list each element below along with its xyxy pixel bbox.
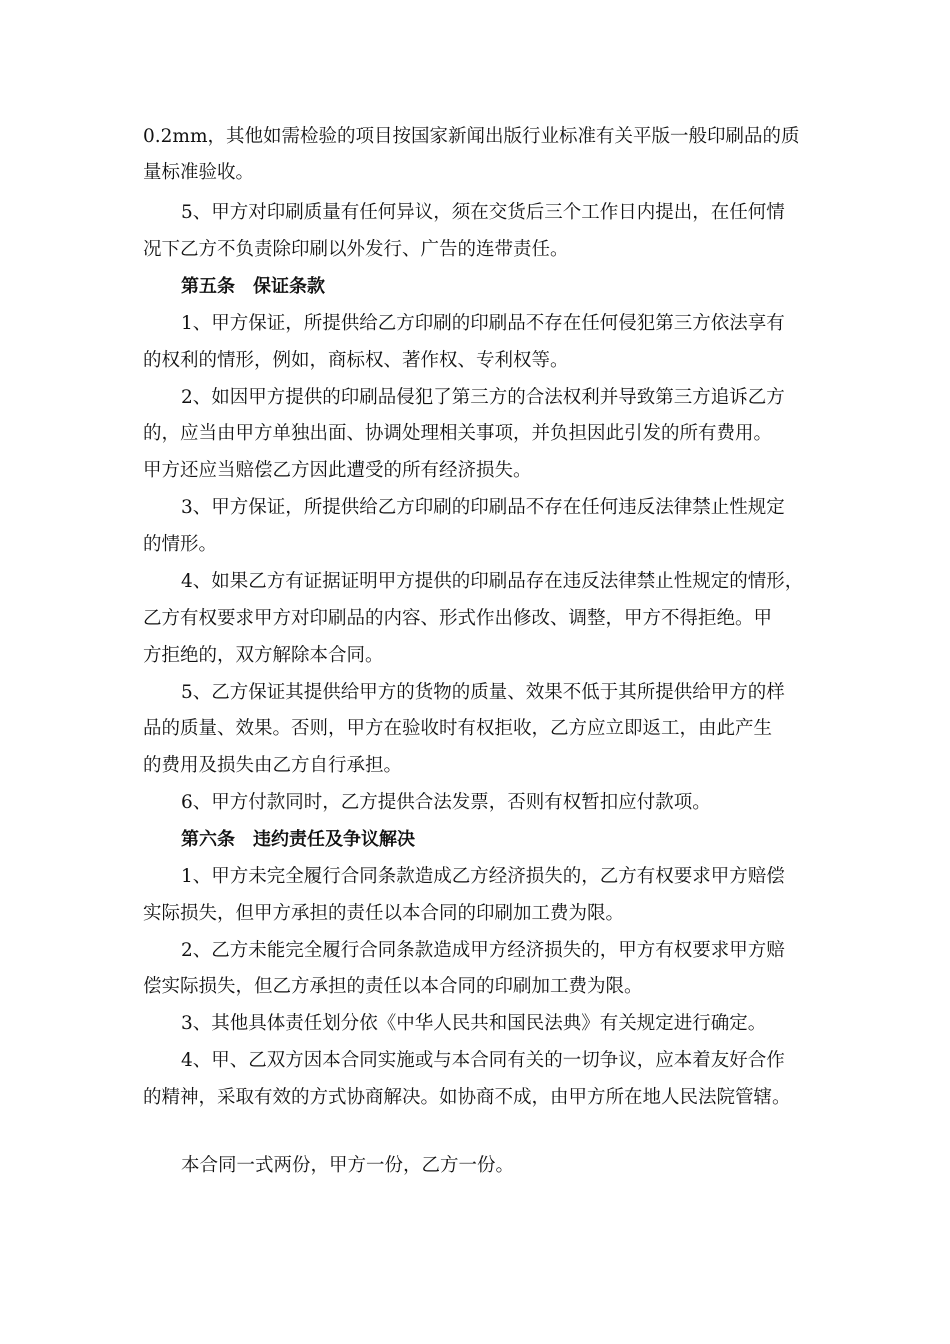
paragraph-line: 乙方有权要求甲方对印刷品的内容、形式作出修改、调整，甲方不得拒绝。甲 (143, 608, 773, 629)
paragraph-line: 1、甲方保证，所提供给乙方印刷的印刷品不存在任何侵犯第三方依法享有 (181, 313, 785, 334)
paragraph-line: 量标准验收。 (143, 162, 255, 183)
paragraph-line: 况下乙方不负责除印刷以外发行、广告的连带责任。 (143, 239, 569, 260)
paragraph-line: 的费用及损失由乙方自行承担。 (143, 755, 403, 776)
section-heading: 第五条 保证条款 (181, 276, 325, 297)
paragraph-line: 的情形。 (143, 534, 218, 555)
paragraph-line: 4、如果乙方有证据证明甲方提供的印刷品存在违反法律禁止性规定的情形， (181, 571, 804, 592)
paragraph-line: 0.2mm，其他如需检验的项目按国家新闻出版行业标准有关平版一般印刷品的质 (143, 126, 800, 147)
paragraph-line: 3、甲方保证，所提供给乙方印刷的印刷品不存在任何违反法律禁止性规定 (181, 497, 785, 518)
paragraph-line: 5、乙方保证其提供给甲方的货物的质量、效果不低于其所提供给甲方的样 (181, 682, 785, 703)
paragraph-line: 2、乙方未能完全履行合同条款造成甲方经济损失的，甲方有权要求甲方赔 (181, 940, 785, 961)
paragraph-line: 偿实际损失，但乙方承担的责任以本合同的印刷加工费为限。 (143, 976, 643, 997)
paragraph-line: 4、甲、乙双方因本合同实施或与本合同有关的一切争议，应本着友好合作 (181, 1050, 785, 1071)
closing-line: 本合同一式两份，甲方一份，乙方一份。 (181, 1155, 515, 1176)
paragraph-line: 方拒绝的，双方解除本合同。 (143, 645, 384, 666)
paragraph-line: 3、其他具体责任划分依《中华人民共和国民法典》有关规定进行确定。 (181, 1013, 767, 1034)
paragraph-line: 的，应当由甲方单独出面、协调处理相关事项，并负担因此引发的所有费用。 (143, 423, 773, 444)
paragraph-line: 实际损失，但甲方承担的责任以本合同的印刷加工费为限。 (143, 903, 625, 924)
paragraph-line: 的精神，采取有效的方式协商解决。如协商不成，由甲方所在地人民法院管辖。 (143, 1087, 791, 1108)
paragraph-line: 6、甲方付款同时，乙方提供合法发票，否则有权暂扣应付款项。 (181, 792, 711, 813)
section-heading: 第六条 违约责任及争议解决 (181, 829, 415, 850)
paragraph-line: 5、甲方对印刷质量有任何异议，须在交货后三个工作日内提出，在任何情 (181, 202, 785, 223)
paragraph-line: 品的质量、效果。否则，甲方在验收时有权拒收，乙方应立即返工，由此产生 (143, 718, 773, 739)
paragraph-line: 1、甲方未完全履行合同条款造成乙方经济损失的，乙方有权要求甲方赔偿 (181, 866, 785, 887)
paragraph-line: 甲方还应当赔偿乙方因此遭受的所有经济损失。 (143, 460, 532, 481)
paragraph-line: 的权利的情形，例如，商标权、著作权、专利权等。 (143, 350, 569, 371)
paragraph-line: 2、如因甲方提供的印刷品侵犯了第三方的合法权利并导致第三方追诉乙方 (181, 387, 785, 408)
